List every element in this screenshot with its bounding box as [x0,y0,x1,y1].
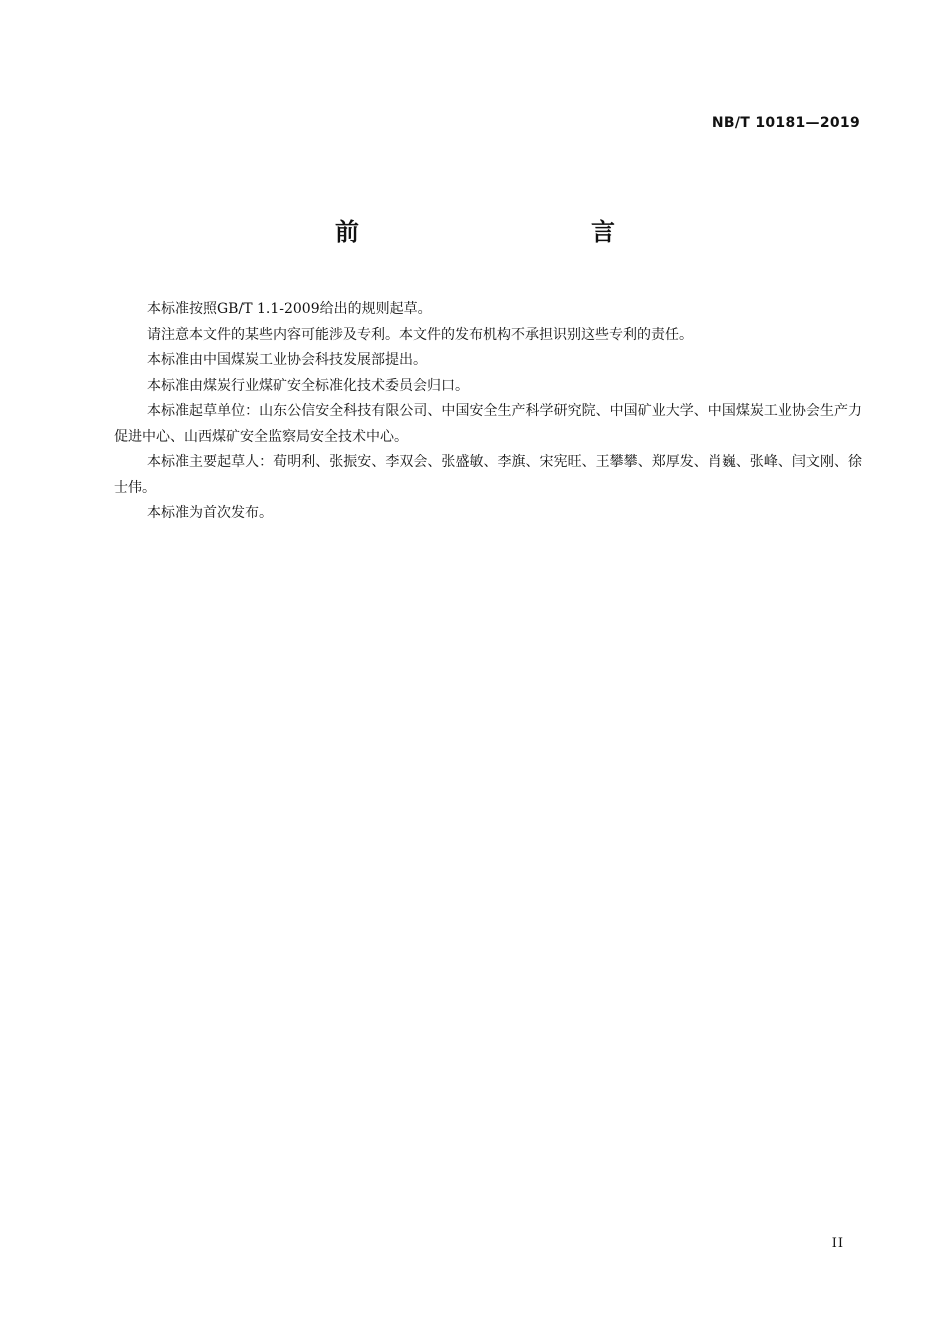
foreword-body [114,297,862,527]
paragraph-drafters: 本标准主要起草人：荀明利、张振安、李双会、张盛敏、李旗、宋宪旺、王攀攀、郑厚发、肖巍、张峰、闫文刚、徐士伟。 [114,454,862,496]
paragraph-first-edition: 本标准为首次发布。 [147,505,273,521]
paragraph-proposer: 本标准由中国煤炭工业协会科技发展部提出。 [147,352,427,368]
paragraph-drafting-rules: 本标准按照GB/T 1.1-2009给出的规则起草。 [147,301,432,317]
page-title: 前 言 [335,218,719,246]
paragraph-patent-notice: 请注意本文件的某些内容可能涉及专利。本文件的发布机构不承担识别这些专利的责任。 [147,326,693,343]
page-number: II [831,1236,844,1251]
paragraph-drafting-units: 本标准起草单位：山东公信安全科技有限公司、中国安全生产科学研究院、中国矿业大学、中国煤炭工业协会生产力促进中心、山西煤矿安全监察局安全技术中心。 [114,403,862,445]
paragraph-committee: 本标准由煤炭行业煤矿安全标准化技术委员会归口。 [147,377,469,394]
standard-code: NB/T 10181—2019 [711,115,860,131]
